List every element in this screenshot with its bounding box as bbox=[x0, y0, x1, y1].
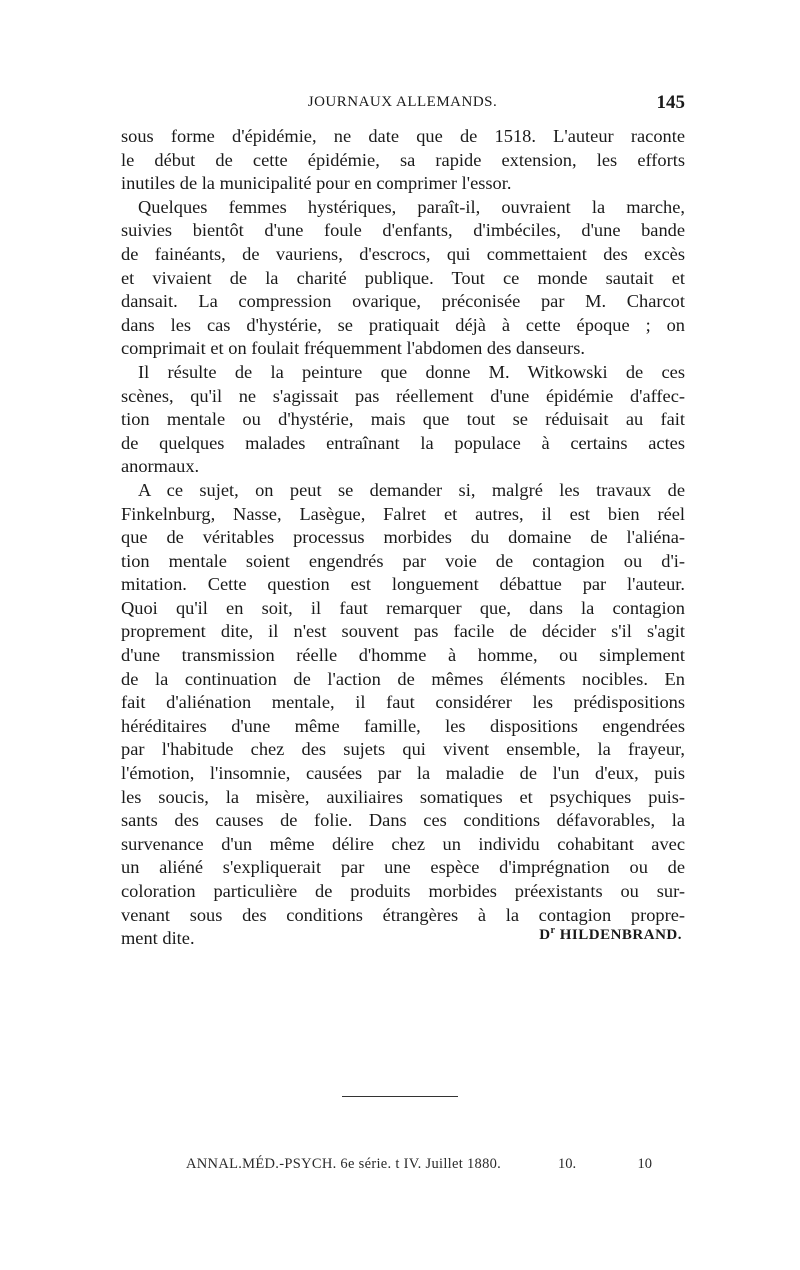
body-line: Quoi qu'il en soit, il faut remarquer que, dans la contagion bbox=[121, 597, 685, 618]
body-line: par l'habitude chez des sujets qui vivent ensemble, la frayeur, bbox=[121, 739, 685, 760]
page-number: 145 bbox=[656, 92, 685, 113]
signature-title: D bbox=[539, 927, 551, 943]
footer-publication: ANNAL.MÉD.-PSYCH. 6e série. t IV. Juillet 1880. bbox=[186, 1156, 502, 1172]
body-line: mitation. Cette question est longuement débattue par l'auteur. bbox=[121, 574, 685, 595]
body-line: comprimait et on foulait fréquemment l'abdomen des danseurs. bbox=[121, 338, 585, 359]
body-line: coloration particulière de produits morbides préexistants ou sur- bbox=[121, 881, 685, 901]
body-line: les soucis, la misère, auxiliaires somatiques et psychiques puis- bbox=[121, 786, 685, 807]
body-line: tion mentale ou d'hystérie, mais que tout se réduisait au fait bbox=[121, 409, 685, 430]
body-line: anormaux. bbox=[121, 456, 200, 477]
footer-sheet-number: 10 bbox=[637, 1156, 652, 1172]
body-line: de quelques malades entraînant la populace à certains actes bbox=[121, 432, 685, 453]
body-line: sous forme d'épidémie, ne date que de 1518. L'auteur raconte bbox=[121, 126, 685, 146]
signature-name: HILDENBRAND. bbox=[559, 927, 682, 943]
body-line: venant sous des conditions étrangères à la contagion propre- bbox=[121, 904, 685, 925]
body-line: le début de cette épidémie, sa rapide extension, les efforts bbox=[121, 149, 685, 170]
body-line: suivies bientôt d'une foule d'enfants, d'imbéciles, d'une bande bbox=[121, 220, 685, 241]
body-line: de la continuation de l'action de mêmes éléments nocibles. En bbox=[121, 668, 685, 689]
footer-signature-mark: 10. bbox=[558, 1156, 577, 1172]
body-line: A ce sujet, on peut se demander si, malgré les travaux de bbox=[138, 479, 685, 500]
body-line: Quelques femmes hystériques, paraît-il, ouvraient la marche, bbox=[138, 196, 685, 217]
body-line: tion mentale soient engendrés par voie de contagion ou d'i- bbox=[121, 550, 685, 571]
page-footer bbox=[186, 1156, 652, 1176]
body-line: l'émotion, l'insomnie, causées par la maladie de l'un d'eux, puis bbox=[121, 763, 685, 784]
body-line: Finkelnburg, Nasse, Lasègue, Falret et autres, il est bien réel bbox=[121, 503, 685, 524]
author-signature bbox=[539, 925, 682, 944]
body-line: Il résulte de la peinture que donne M. Witkowski de ces bbox=[138, 361, 685, 382]
body-line: dans les cas d'hystérie, se pratiquait déjà à cette époque ; on bbox=[121, 314, 685, 335]
body-line: fait d'aliénation mentale, il faut considérer les prédispositions bbox=[121, 692, 685, 713]
separator-rule bbox=[342, 1096, 458, 1097]
body-line: ment dite. bbox=[121, 928, 195, 949]
body-line: proprement dite, il n'est souvent pas facile de décider s'il s'agit bbox=[121, 621, 685, 642]
body-text bbox=[121, 125, 685, 951]
body-line: de fainéants, de vauriens, d'escrocs, qui commettaient des excès bbox=[121, 243, 685, 264]
body-line: d'une transmission réelle d'homme à homme, ou simplement bbox=[121, 645, 685, 666]
body-line: un aliéné s'expliquerait par une espèce d'imprégnation ou de bbox=[121, 857, 685, 878]
body-line: dansait. La compression ovarique, préconisée par M. Charcot bbox=[121, 291, 685, 312]
body-line: survenance d'un même délire chez un individu cohabitant avec bbox=[121, 833, 685, 854]
running-title: JOURNAUX ALLEMANDS. bbox=[307, 94, 498, 110]
body-line: sants des causes de folie. Dans ces conditions défavorables, la bbox=[121, 810, 685, 831]
signature-title-superscript: r bbox=[550, 925, 556, 936]
body-line: scènes, qu'il ne s'agissait pas réellement d'une épidémie d'affec- bbox=[121, 385, 685, 406]
running-head bbox=[120, 92, 685, 116]
body-line: que de véritables processus morbides du domaine de l'aliéna- bbox=[121, 527, 685, 548]
body-line: héréditaires d'une même famille, les dispositions engendrées bbox=[121, 715, 685, 736]
body-line: et vivaient de la charité publique. Tout ce monde sautait et bbox=[121, 267, 685, 288]
body-line: inutiles de la municipalité pour en comprimer l'essor. bbox=[121, 173, 512, 194]
